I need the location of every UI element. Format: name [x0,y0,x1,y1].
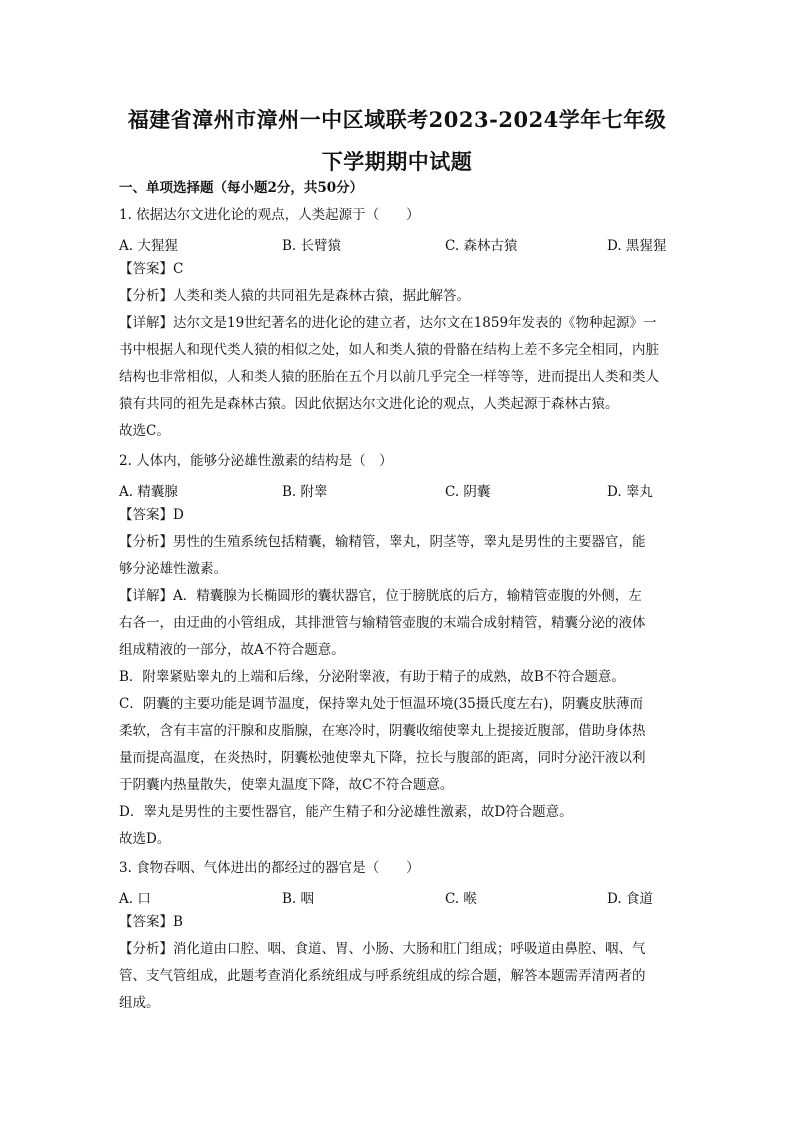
question-2-detail [119,588,681,605]
question-3-answer [119,914,681,931]
question-1-option-b: B. 长臂猿 [282,238,342,254]
answer-tag: 【答案】 [119,507,173,523]
question-2-detail-line: 量而提高温度，在炎热时，阴囊松弛使睾丸下降，拉长与腹部的距离，同时分泌汗液以利 [119,750,646,766]
question-2-conclusion: 故选D。 [119,831,171,847]
question-1-stem: 1. 依据达尔文进化论的观点，人类起源于（ ） [119,207,420,223]
analysis-text: 消化道由口腔、咽、食道、胃、小肠、大肠和肛门组成；呼吸道由鼻腔、咽、气 [173,941,646,957]
detail-text: 达尔文是19世纪著名的进化论的建立者，达尔文在1859年发表的《物种起源》一 [173,315,657,331]
question-3-stem: 3. 食物吞咽、气体进出的都经过的器官是（ ） [119,860,420,876]
answer-tag: 【答案】 [119,261,173,277]
analysis-tag: 【分析】 [119,288,173,304]
detail-tag: 【详解】 [119,588,173,604]
answer-value: C [173,261,184,277]
question-3-options [119,887,681,907]
answer-tag: 【答案】 [119,914,173,930]
question-1-detail-line: 猿有共同的祖先是森林古猿。因此依据达尔文进化论的观点，人类起源于森林古猿。 [119,396,619,412]
question-3-analysis [119,941,681,958]
question-2-stem: 2. 人体内，能够分泌雄性激素的结构是（ ） [119,453,393,469]
question-1-option-c: C. 森林古猿 [445,238,518,254]
question-1-conclusion: 故选C。 [119,423,170,439]
question-1-detail [119,315,681,332]
question-2-answer [119,507,681,524]
question-2-detail-line: B．附睾紧贴睾丸的上端和后缘，分泌附睾液，有助于精子的成熟，故B不符合题意。 [119,669,625,685]
question-2-detail-line: 于阴囊内热量散失，使睾丸温度下降，故C不符合题意。 [119,777,454,793]
question-2-detail-line: D．睾丸是男性的主要性器官，能产生精子和分泌雄性激素，故D符合题意。 [119,804,573,820]
answer-value: B [173,914,183,930]
analysis-text: 男性的生殖系统包括精囊，输精管，睾丸，阴茎等，睾丸是男性的主要器官，能 [173,534,646,550]
question-2-detail-line: C．阴囊的主要功能是调节温度，保持睾丸处于恒温环境(35摄氏度左右)，阴囊皮肤薄而 [119,696,644,712]
question-1-option-d: D. 黑猩猩 [607,238,667,254]
analysis-text: 人类和类人猿的共同祖先是森林古猿，据此解答。 [173,288,470,304]
question-3-option-c: C. 喉 [445,891,477,907]
detail-text: A．精囊腺为长椭圆形的囊状器官，位于膀胱底的后方，输精管壶腹的外侧，左 [173,588,642,604]
question-2-option-c: C. 阴囊 [445,484,491,500]
question-1-answer [119,261,681,278]
question-2-options [119,480,681,500]
question-3-analysis-line: 组成。 [119,995,160,1011]
analysis-tag: 【分析】 [119,941,173,957]
question-1-options [119,234,681,254]
detail-tag: 【详解】 [119,315,173,331]
question-2-option-b: B. 附睾 [282,484,328,500]
section-heading: 一、单项选择题（每小题2分，共50分） [119,180,364,196]
answer-value: D [173,507,184,523]
document-title-line1: 福建省漳州市漳州一中区域联考2023-2024学年七年级 [127,107,667,132]
question-3-option-a: A. 口 [119,891,151,907]
question-2-detail-line: 组成精液的一部分，故A不符合题意。 [119,642,345,658]
question-2-analysis [119,534,681,551]
question-3-option-d: D. 食道 [607,891,653,907]
question-3-analysis-line: 管、支气管组成，此题考查消化系统组成与呼系统组成的综合题，解答本题需弄清两者的 [119,968,646,984]
question-3-option-b: B. 咽 [282,891,315,907]
question-2-option-d: D. 睾丸 [607,484,653,500]
question-1-option-a: A. 大猩猩 [119,238,178,254]
document-title-line2: 下学期期中试题 [321,149,473,174]
question-1-analysis [119,288,681,305]
question-2-option-a: A. 精囊腺 [119,484,178,500]
analysis-tag: 【分析】 [119,534,173,550]
question-2-detail-line: 右各一，由迂曲的小管组成，其排泄管与输精管壶腹的末端合成射精管，精囊分泌的液体 [119,615,646,631]
question-1-detail-line: 书中根据人和现代类人猿的相似之处，如人和类人猿的骨骼在结构上差不多完全相同，内脏 [119,342,659,358]
question-2-analysis-line: 够分泌雄性激素。 [119,561,227,577]
question-1-detail-line: 结构也非常相似，人和类人猿的胚胎在五个月以前几乎完全一样等等，进而提出人类和类人 [119,369,659,385]
question-2-detail-line: 柔软，含有丰富的汗腺和皮脂腺，在寒冷时，阴囊收缩使睾丸上提接近腹部，借助身体热 [119,723,646,739]
